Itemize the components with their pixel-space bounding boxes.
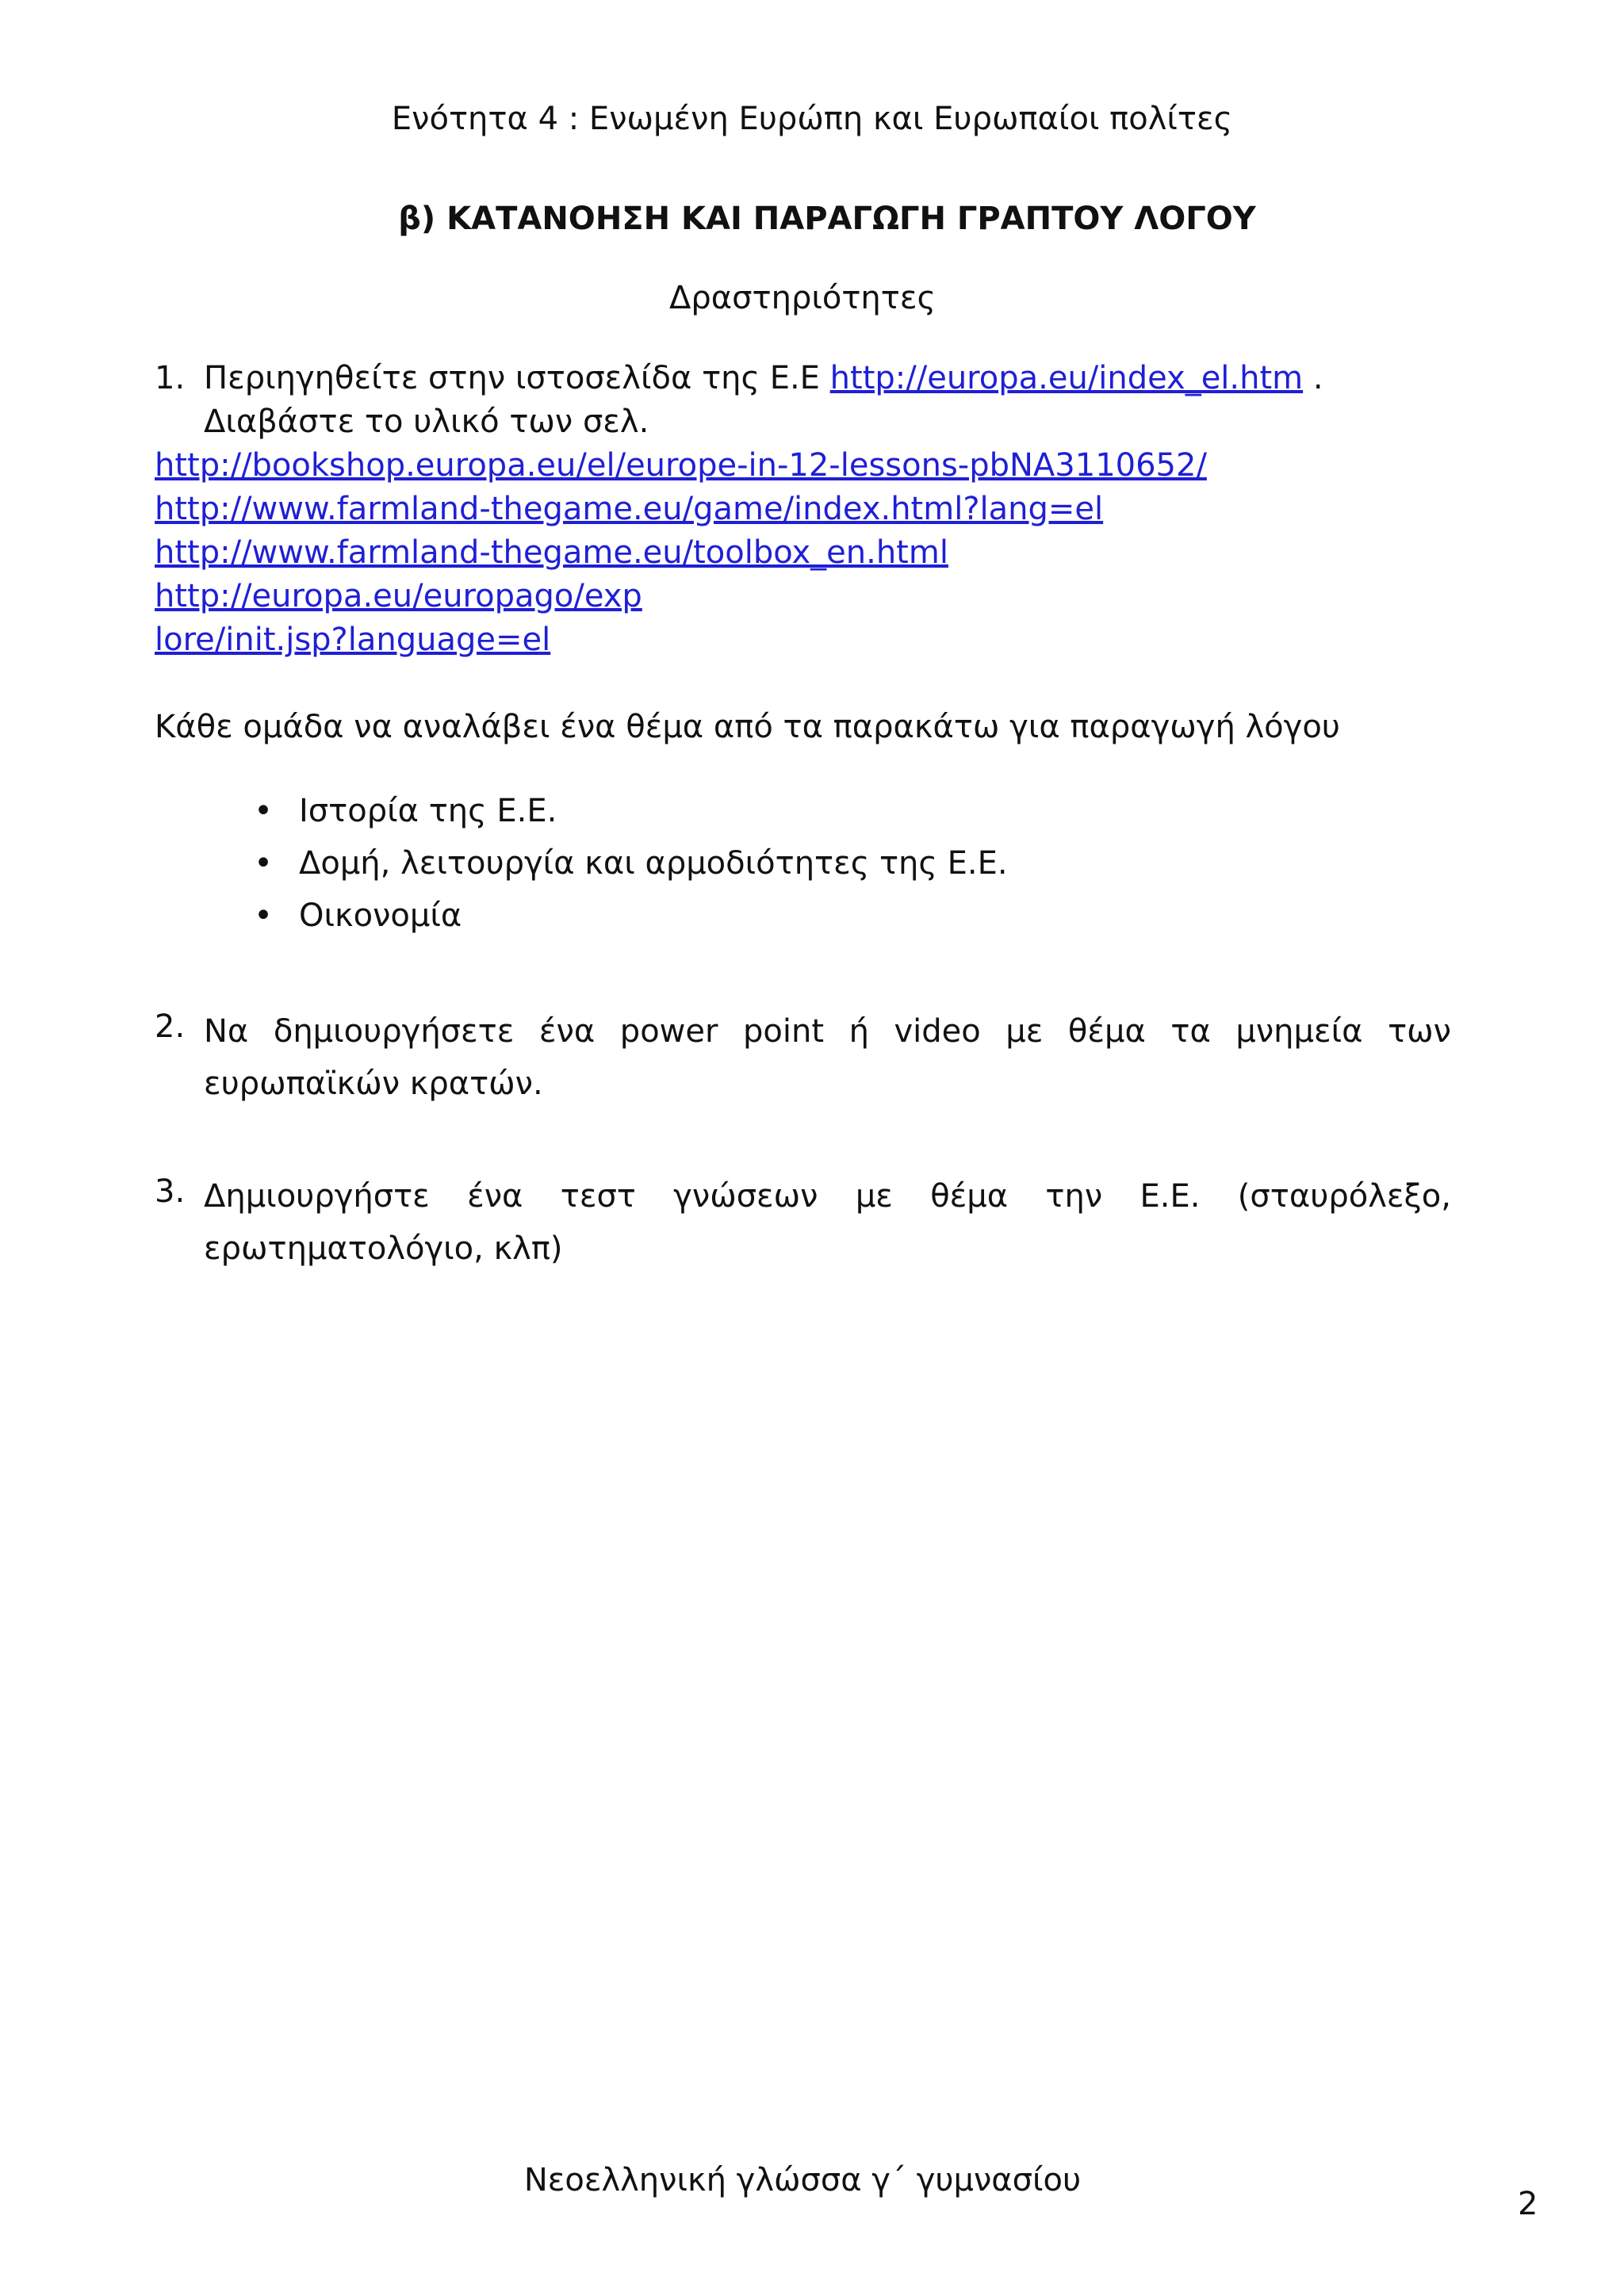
bullet-icon: • [254, 897, 273, 934]
bullet-icon: • [254, 845, 273, 882]
resource-link-bookshop[interactable]: http://bookshop.europa.eu/el/europe-in-12-lessons-pbNA3110652/ [155, 447, 1207, 484]
activities-heading: Δραστηριότητες [669, 280, 936, 316]
document-body [155, 357, 1451, 1275]
item-text: Περιηγηθείτε στην ιστοσελίδα της Ε.Ε [204, 360, 830, 396]
activity-item-2 [155, 1005, 1451, 1110]
list-item [251, 837, 1451, 890]
item-text: Να δημιουργήσετε ένα power point ή video με θέμα τα μνημεία των ευρωπαϊκών κρατών. [204, 1013, 1451, 1102]
list-item [251, 890, 1451, 942]
item-text: Δημιουργήστε ένα τεστ γνώσεων με θέμα την Ε.Ε. (σταυρόλεξο, ερωτηματολόγιο, κλπ) [204, 1178, 1451, 1267]
bullet-icon: • [254, 793, 273, 829]
resource-link-farmland-toolbox[interactable]: http://www.farmland-thegame.eu/toolbox_en.html [155, 534, 948, 571]
activity-item-3 [155, 1170, 1451, 1275]
list-item [251, 785, 1451, 837]
item-number: 1. [155, 360, 186, 396]
resource-link-farmland-game[interactable]: http://www.farmland-thegame.eu/game/index.html?lang=el [155, 491, 1104, 527]
list-item-text: Οικονομία [299, 897, 462, 934]
item-second-line: Διαβάστε το υλικό των σελ. [204, 404, 649, 440]
activity-item-1 [155, 357, 1451, 444]
list-item-text: Ιστορία της Ε.Ε. [299, 793, 557, 829]
group-instruction: Κάθε ομάδα να αναλάβει ένα θέμα από τα παρακάτω για παραγωγή λόγου [155, 709, 1340, 745]
topic-list [155, 785, 1451, 942]
page-header: Ενότητα 4 : Ενωμένη Ευρώπη και Ευρωπαίοι πολίτες [391, 101, 1233, 137]
resource-links [155, 444, 1451, 662]
resource-link-europago-part1[interactable]: http://europa.eu/europago/exp [155, 578, 642, 614]
item-number: 3. [155, 1173, 186, 1210]
item-text-end: . [1303, 360, 1323, 396]
section-title: β) ΚΑΤΑΝΟΗΣΗ ΚΑΙ ΠΑΡΑΓΩΓΗ ΓΡΑΠΤΟΥ ΛΟΓΟΥ [398, 201, 1256, 237]
resource-link-europago-part2[interactable]: lore/init.jsp?language=el [155, 622, 551, 658]
page-footer: Νεοελληνική γλώσσα γ΄ γυμνασίου [523, 2162, 1082, 2198]
item-number: 2. [155, 1008, 186, 1045]
list-item-text: Δομή, λειτουργία και αρμοδιότητες της Ε.Ε. [299, 845, 1008, 882]
page-number: 2 [1518, 2186, 1538, 2222]
europa-index-link[interactable]: http://europa.eu/index_el.htm [829, 360, 1304, 396]
